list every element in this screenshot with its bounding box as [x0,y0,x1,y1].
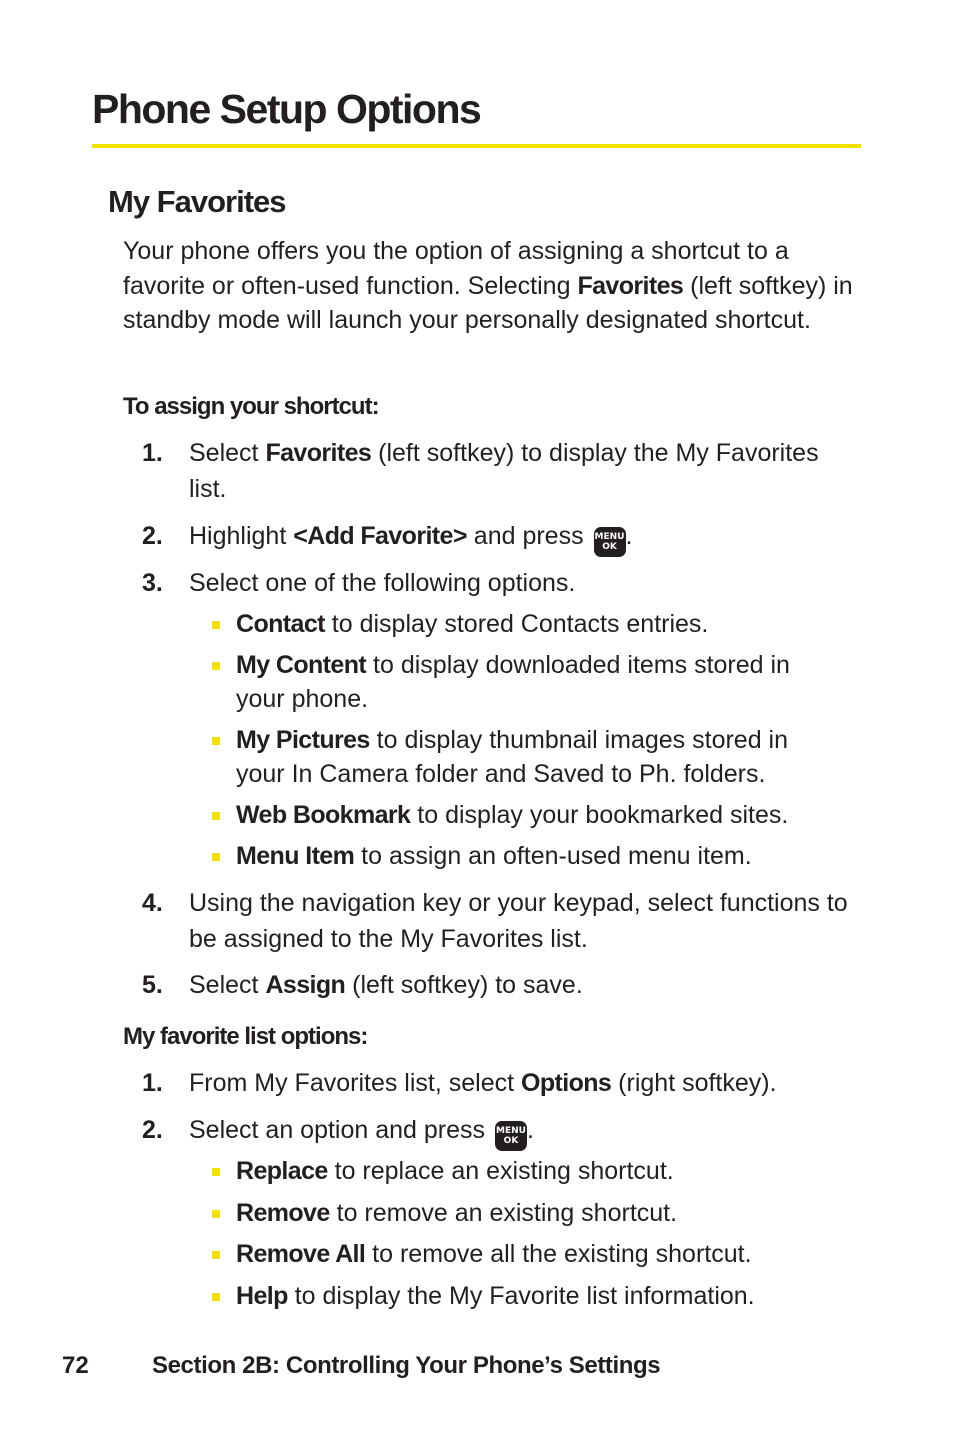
step-text: Select Assign (left softkey) to save. [189,971,583,999]
menu-ok-key-icon: MENU OK [495,1121,527,1151]
step-number: 5. [142,971,163,999]
step-number: 4. [142,889,163,917]
bullet-square-icon [212,853,220,861]
bullet-square-icon [212,812,220,820]
bullet-square-icon [212,1251,220,1259]
step-number: 3. [142,569,163,597]
step-text: Highlight <Add Favorite> and press MENU OK . [189,519,854,557]
menu-ok-key-icon: MENU OK [594,527,626,557]
step-text: Select an option and press MENU OK . [189,1113,854,1151]
assign-heading: To assign your shortcut: [123,393,379,420]
step-number: 1. [142,1069,163,1097]
footer-section: Section 2B: Controlling Your Phone’s Settings [152,1352,661,1379]
step-number: 2. [142,1116,163,1144]
step-text: Using the navigation key or your keypad, select functions to be assigned to the My Favorites list. [189,889,848,953]
page-number: 72 [62,1352,89,1379]
bullet-square-icon [212,662,220,670]
title-rule [92,144,861,148]
step-text: Select Favorites (left softkey) to display the My Favorites list. [189,439,819,503]
intro-text: Your phone offers you the option of assigning a shortcut to a favorite or often-used function. Selecting [123,237,789,300]
bullet-square-icon [212,621,220,629]
section-title: My Favorites [108,184,286,219]
step-number: 1. [142,439,163,467]
bullet-square-icon [212,1293,220,1301]
bullet-square-icon [212,1210,220,1218]
intro-paragraph [123,234,853,338]
step-text: From My Favorites list, select Options (right softkey). [189,1069,777,1097]
list-options-heading: My favorite list options: [123,1023,368,1050]
bullet-square-icon [212,737,220,745]
step-text: Select one of the following options. [189,569,576,597]
step-number: 2. [142,522,163,550]
bullet-square-icon [212,1168,220,1176]
page-title: Phone Setup Options [92,86,481,132]
intro-text-2: (left softkey) in standby mode will launch your personally designated shortcut. [123,271,853,335]
intro-bold: Favorites [577,271,684,300]
